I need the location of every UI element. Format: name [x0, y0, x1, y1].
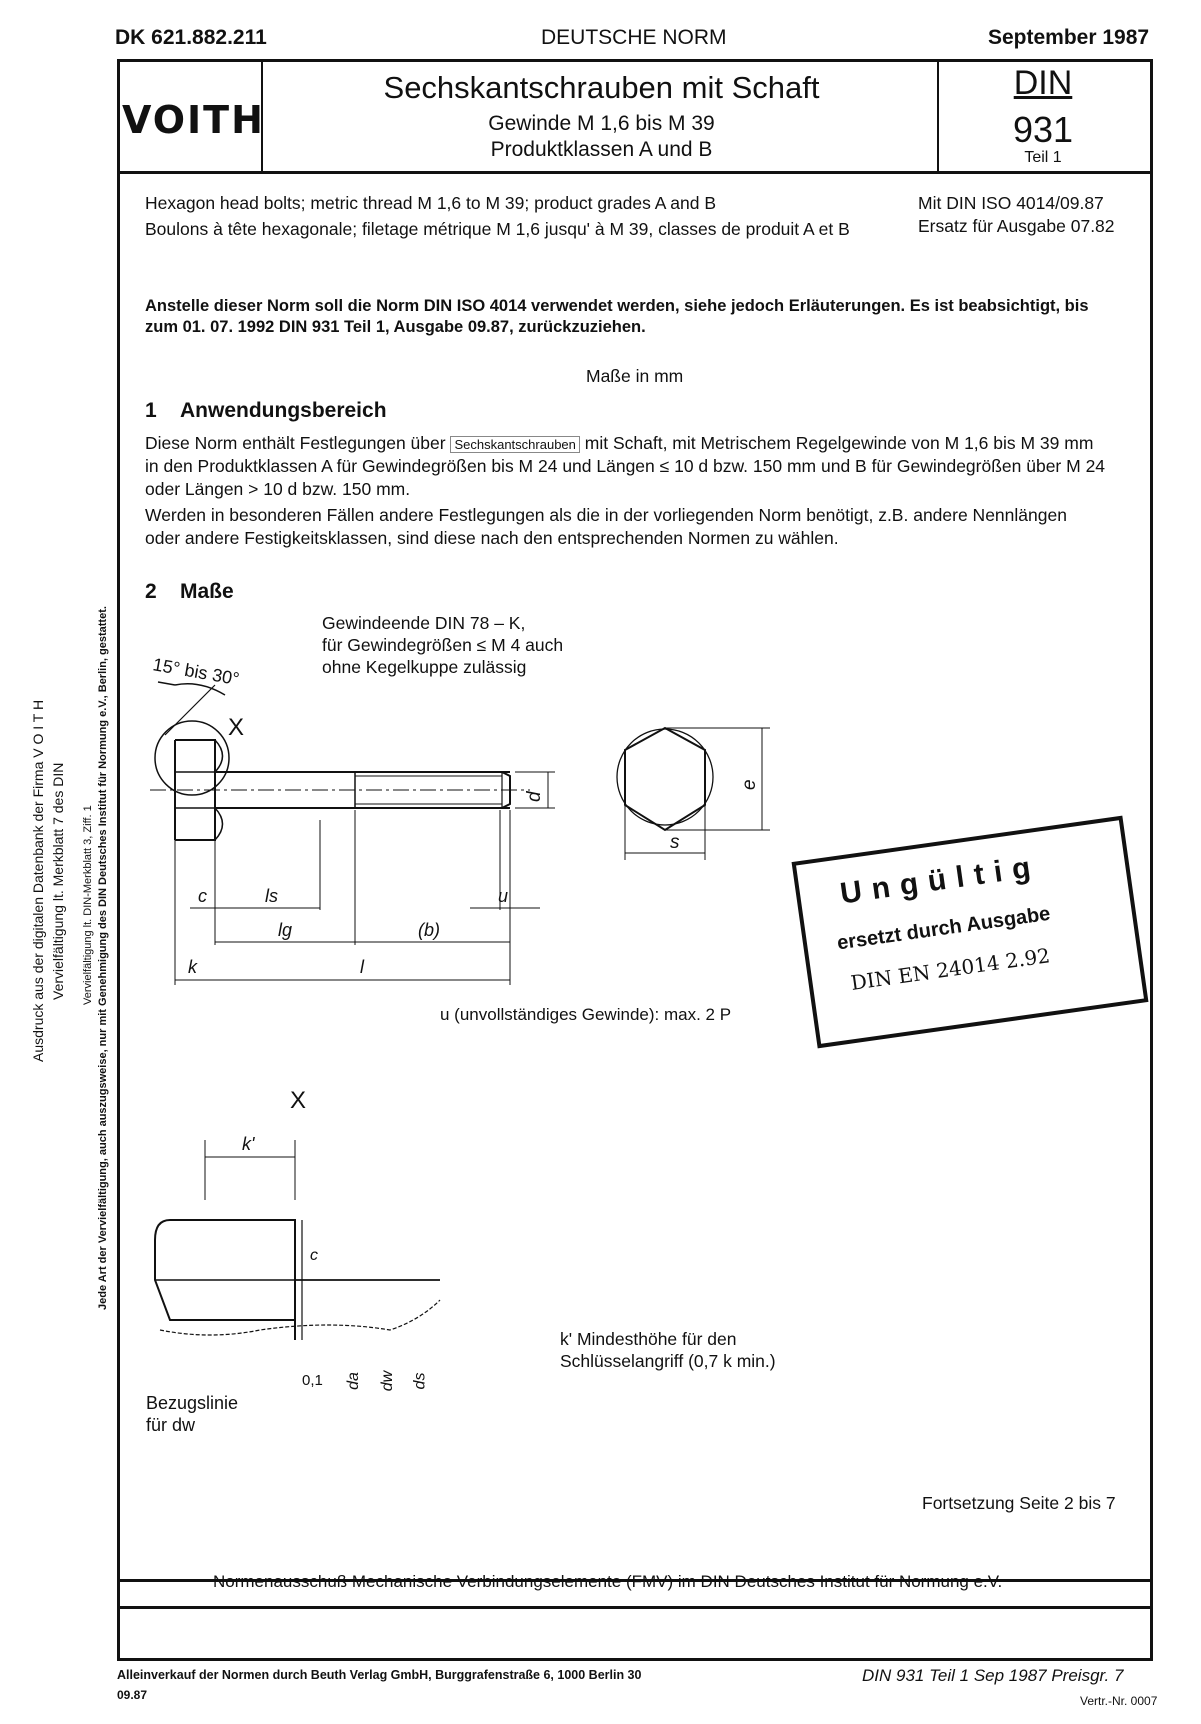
label-c: c — [198, 886, 207, 906]
side-inner-2: Jede Art der Vervielfältigung, auch auszugsweise, nur mit Genehmigung des DIN Deutsches Institut für Normung e.V., Berlin, gestattet. — [97, 606, 109, 1310]
label-k-prime: k' — [242, 1134, 255, 1154]
para-1-start: Diese Norm enthält Festlegungen über — [145, 433, 446, 453]
bottom-divider-2 — [118, 1606, 1152, 1609]
section-1-line-2: in den Produktklassen A für Gewindegrößen bis M 24 und Längen ≤ 10 d bzw. 150 mm und B für Gewindegrößen über M 24 — [145, 456, 1106, 476]
label-e: e — [739, 779, 760, 790]
label-k: k — [188, 957, 197, 977]
label-da: da — [344, 1372, 362, 1390]
label-l: l — [360, 957, 364, 977]
angle-label: 15° bis 30° — [151, 654, 241, 690]
stamp-line-2: ersetzt durch Ausgabe — [835, 902, 1052, 955]
ref-line-1: Bezugslinie — [146, 1393, 239, 1413]
thread-end-note-1: Gewindeende DIN 78 – K, — [322, 613, 526, 633]
stamp-line-1: Ungültig — [838, 849, 1043, 911]
section-1-title: Anwendungsbereich — [180, 399, 387, 422]
section-1-para-1 — [145, 432, 1093, 456]
units-note: Maße in mm — [586, 366, 684, 386]
section-2-title: Maße — [180, 580, 234, 603]
stamp-line-3: DIN EN 24014 2.92 — [849, 943, 1052, 995]
section-1-para-2-line-2: oder andere Festigkeitsklassen, sind diese nach den entsprechenden Normen zu wählen. — [145, 528, 839, 548]
side-outer-2: Vervielfältigung lt. Merkblatt 7 des DIN — [50, 762, 66, 1000]
side-inner-1: Vervielfältigung lt. DIN-Merkblatt 3, Ziff. 1 — [82, 805, 94, 1005]
detail-mark: X — [228, 714, 245, 741]
ref-line-2: für dw — [146, 1415, 196, 1435]
continuation-note: Fortsetzung Seite 2 bis 7 — [922, 1493, 1116, 1513]
thread-end-note-3: ohne Kegelkuppe zulässig — [322, 657, 527, 677]
note-u: u (unvollständiges Gewinde): max. 2 P — [440, 1005, 732, 1024]
side-outer-1: Ausdruck aus der digitalen Datenbank der Firma V O I T H — [30, 699, 46, 1062]
label-d: d — [524, 791, 545, 802]
english-title: Hexagon head bolts; metric thread M 1,6 to M 39; product grades A and B — [145, 193, 717, 213]
page-title: Sechskantschrauben mit Schaft — [383, 70, 820, 105]
thread-end-note-2: für Gewindegrößen ≤ M 4 auch — [322, 635, 564, 655]
notice-line-1: Anstelle dieser Norm soll die Norm DIN ISO 4014 verwendet werden, siehe jedoch Erläuterungen. Es ist beabsichtigt, bis — [145, 297, 1089, 315]
label-dw: dw — [379, 1370, 397, 1392]
norm-type: DEUTSCHE NORM — [541, 26, 727, 49]
label-u: u — [498, 886, 509, 906]
subtitle-grades: Produktklassen A und B — [490, 138, 713, 161]
footer-vertr: Vertr.-Nr. 0007 — [1080, 1694, 1158, 1708]
footer-sales: Alleinverkauf der Normen durch Beuth Verlag GmbH, Burggrafenstraße 6, 1000 Berlin 30 — [117, 1668, 642, 1682]
term-box: Sechskantschrauben — [450, 436, 579, 453]
label-c2: c — [310, 1247, 318, 1264]
section-1-para-2-line-1: Werden in besonderen Fällen andere Festlegungen als die in der vorliegenden Norm benötigt, z.B. andere Nennlängen — [145, 505, 1067, 525]
label-ds: ds — [411, 1372, 429, 1390]
din-part: Teil 1 — [1024, 149, 1062, 166]
bolt-drawing — [130, 640, 780, 1340]
note-k-1: k' Mindesthöhe für den — [560, 1329, 737, 1349]
detail-circle — [155, 721, 229, 795]
din-label: DIN — [1013, 64, 1073, 102]
section-2-number: 2 — [145, 580, 157, 603]
voith-logo: VOITH — [122, 98, 265, 142]
committee: Normenausschuß Mechanische Verbindungselemente (FMV) im DIN Deutsches Institut für Normung e.V. — [213, 1572, 1003, 1591]
note-k-2: Schlüsselangriff (0,7 k min.) — [560, 1351, 776, 1371]
label-01: 0,1 — [302, 1372, 323, 1389]
footer-doc-ref: DIN 931 Teil 1 Sep 1987 Preisgr. 7 — [862, 1666, 1124, 1685]
label-b: (b) — [418, 920, 440, 940]
dk-number: DK 621.882.211 — [115, 26, 267, 49]
section-1-line-3: oder Längen > 10 d bzw. 150 mm. — [145, 479, 411, 499]
reference-replaces: Ersatz für Ausgabe 07.82 — [918, 216, 1115, 236]
subtitle-thread: Gewinde M 1,6 bis M 39 — [488, 112, 715, 135]
notice-line-2: zum 01. 07. 1992 DIN 931 Teil 1, Ausgabe 09.87, zurückzuziehen. — [145, 318, 646, 336]
para-1-end: mit Schaft, mit Metrischem Regelgewinde von M 1,6 bis M 39 mm — [584, 433, 1094, 453]
label-lg: lg — [278, 920, 293, 940]
french-title: Boulons à tête hexagonale; filetage métrique M 1,6 jusqu' à M 39, classes de produit A et B — [145, 219, 850, 239]
header-date: September 1987 — [988, 26, 1150, 49]
din-number: 931 — [1012, 109, 1074, 150]
footer-edition: 09.87 — [117, 1688, 148, 1702]
section-1-number: 1 — [145, 399, 157, 422]
label-ls: ls — [265, 886, 278, 906]
detail-title: X — [290, 1087, 307, 1114]
label-s: s — [670, 832, 680, 853]
reference-with: Mit DIN ISO 4014/09.87 — [918, 193, 1104, 213]
